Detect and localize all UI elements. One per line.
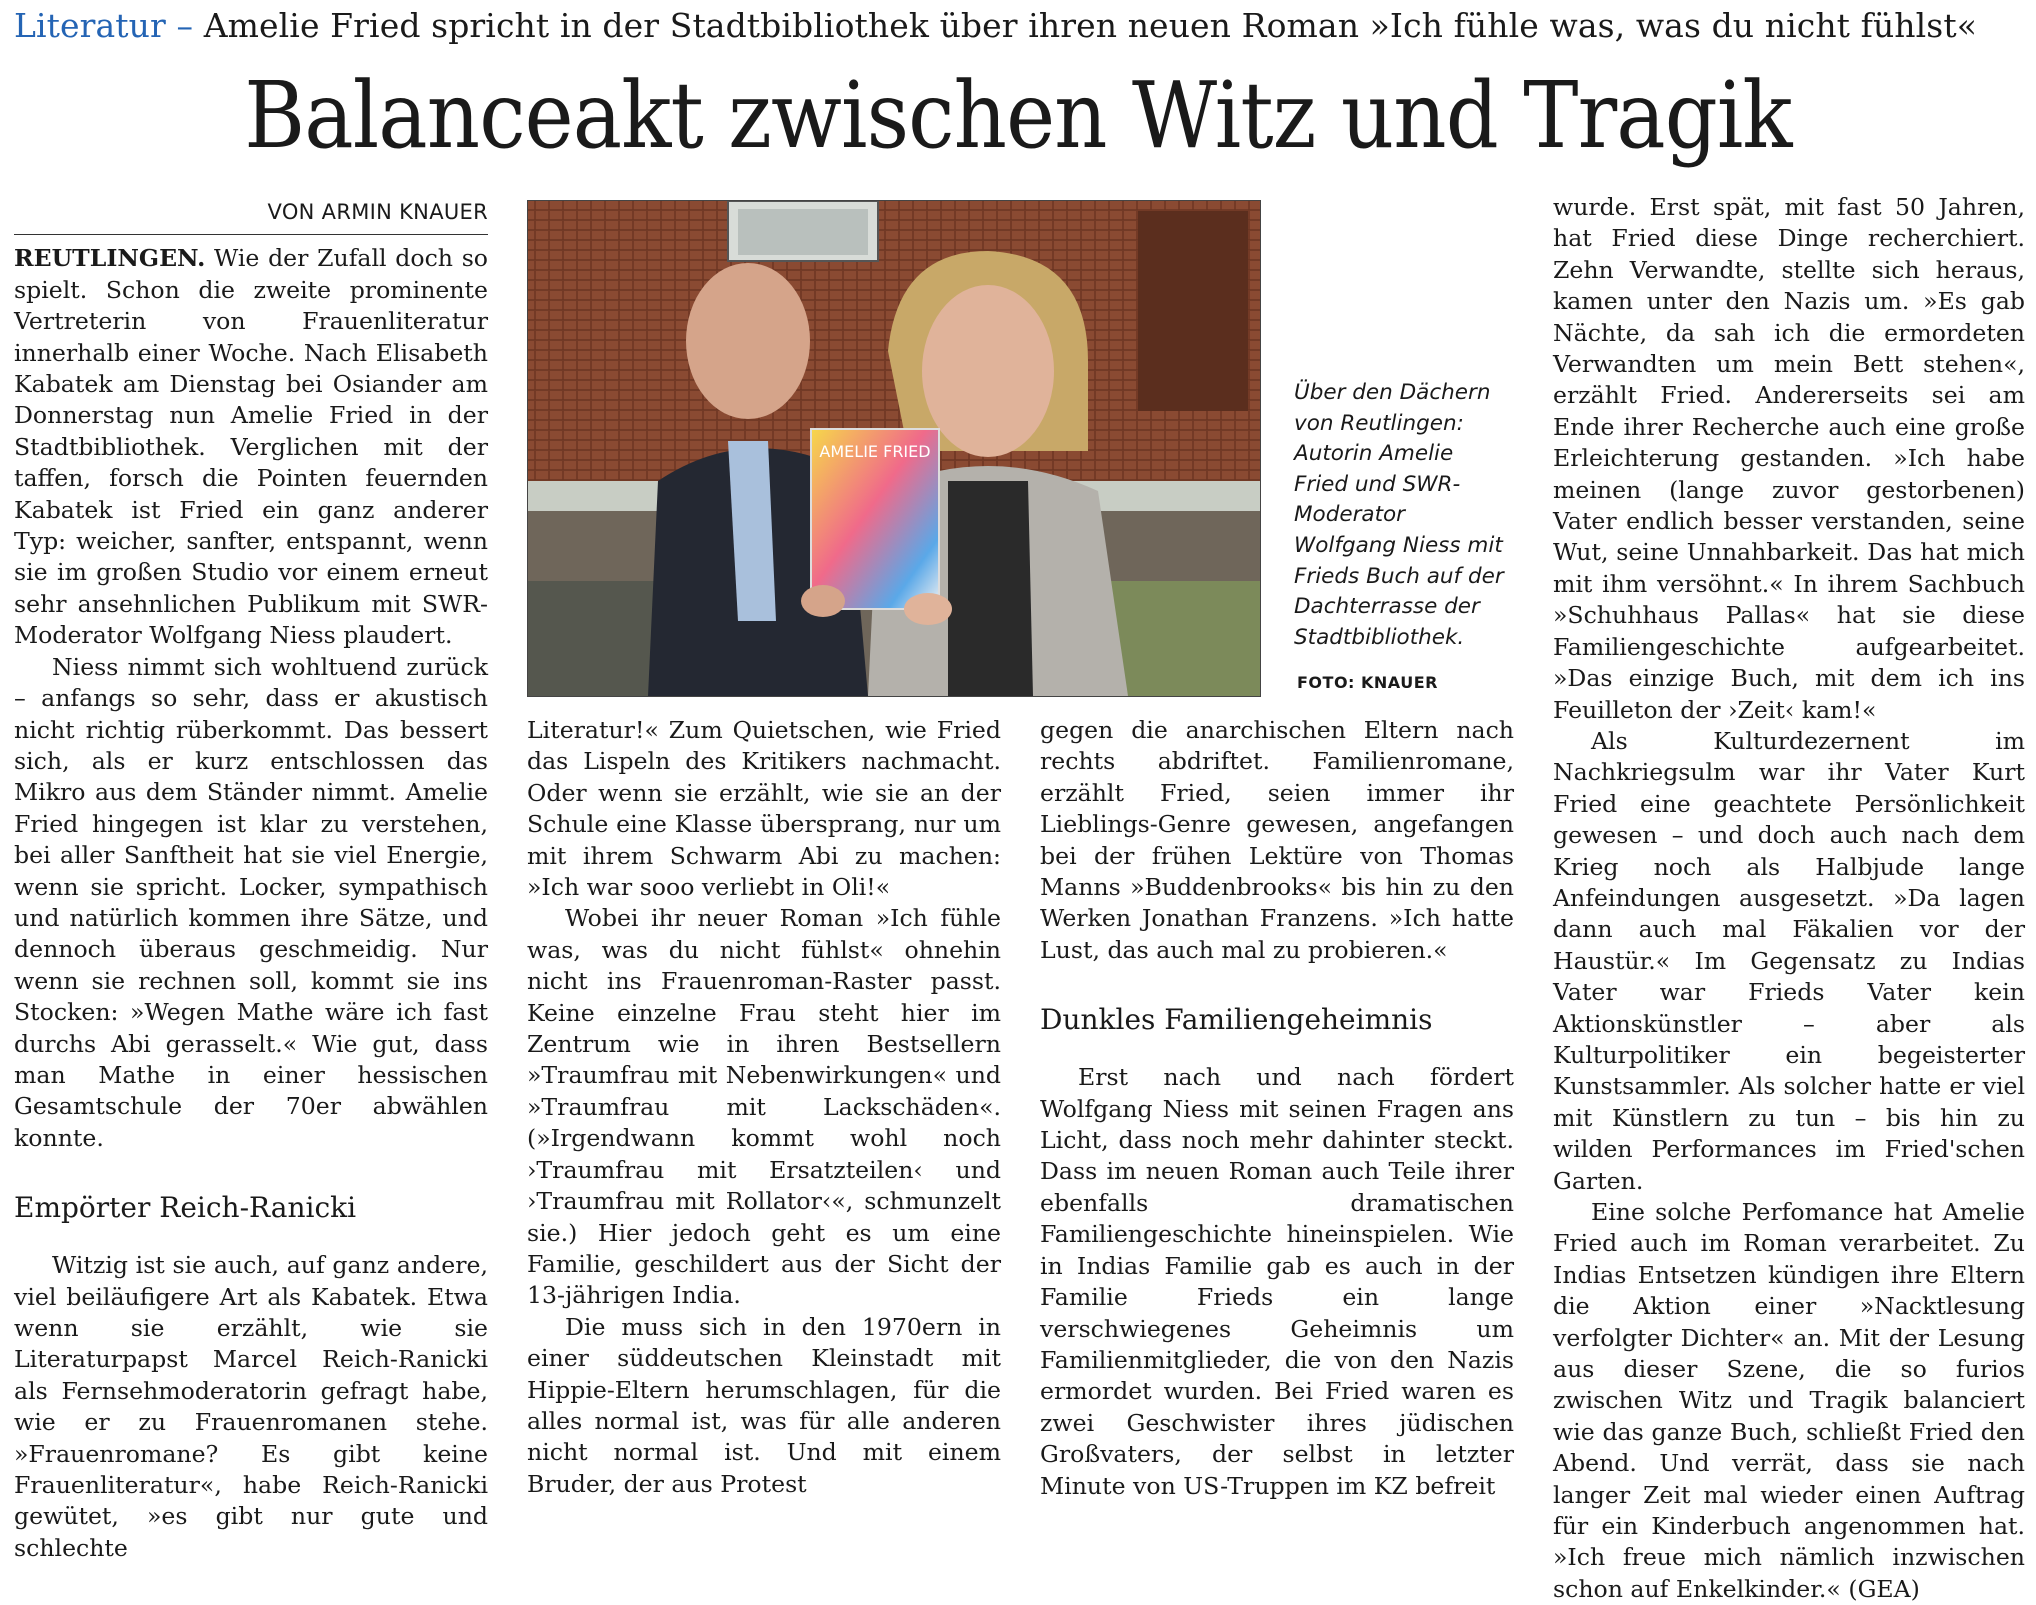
paragraph: Als Kulturdezernent im Nachkriegsulm war ihr Vater Kurt Fried eine geachtete Persönlichkeit gewesen – und doch auch nach dem Krieg noch als Halbjude lange Anfeindungen ausgesetzt. »Da lagen dann auch mal Fäkalien vor der Haustür.« Im Gegensatz zu Indias Vater war Frieds Vater kein Aktionskünstler – aber als Kulturpolitiker ein begeisterter Kunstsammler. Als solcher hatte er viel mit Künstlern zu tun – bis hin zu wilden Performances im Fried'schen Garten. [1553,726,2025,1195]
paragraph: Eine solche Perfomance hat Amelie Fried auch im Roman verarbeitet. Zu Indias Entsetzen kündigen ihre Eltern die Aktion einer »Nacktlesung verfolgter Dichter« an. Mit der Lesung aus dieser Szene, die so furios zwischen Witz und Tragik balanciert wie das ganze Buch, schließt Fried den Abend. Und verrät, dass sie nach langer Zeit mal wieder einen Auftrag für ein Kinderbuch angenommen hat. »Ich freue mich nämlich inzwischen schon auf Enkelkinder.« (GEA) [1553,1198,2025,1603]
byline: VON ARMIN KNAUER [14,197,488,235]
photo-illustration [528,201,1260,696]
paragraph: Erst nach und nach fördert Wolfgang Niess mit seinen Fragen ans Licht, dass noch mehr dahinter steckt. Dass im neuen Roman auch Teile ihrer ebenfalls dramatischen Familiengeschichte hineinspielen. Wie in Indias Familie gab es auch in der Familie Frieds ein lange verschwiegenes Geheimnis um Familienmitglieder, die von den Nazis ermordet wurden. Bei Fried waren es zwei Geschwister ihres jüdischen Großvaters, der selbst in letzter Minute von US-Truppen im KZ befreit [1040,1063,1514,1500]
book-title-text: AMELIE FRIED [819,442,931,461]
photo-credit: FOTO: KNAUER [1297,673,1438,692]
paragraph [14,243,488,651]
article-photo [527,200,1261,697]
paragraph: gegen die anarchischen Eltern nach rechts abdriftet. Familienromane, erzählt Fried, seien immer ihr Lieblings-Genre gewesen, angefangen bei der frühen Lektüre von Thomas Manns »Buddenbrooks« bis hin zu den Werken Jonathan Franzens. »Ich hatte Lust, das auch mal zu probieren.« [1040,716,1514,964]
article-column-2 [527,715,1001,1500]
paragraph: Die muss sich in den 1970ern in einer süddeutschen Kleinstadt mit Hippie-Eltern herumschlagen, für die alles normal ist, was für alle anderen nicht normal ist. Und mit einem Bruder, der aus Protest [527,1312,1001,1498]
paragraph: Wobei ihr neuer Roman »Ich fühle was, was du nicht fühlst« ohnehin nicht ins Frauenroman-Raster passt. Keine einzelne Frau steht hier im Zentrum wie in ihren Bestsellern »Traumfrau mit Nebenwirkungen« und »Traumfrau mit Lackschäden«. (»Irgendwann kommt wohl noch ›Traumfrau mit Ersatzteilen‹ und ›Traumfrau mit Rollator‹«, schmunzelt sie.) Hier jedoch geht es um eine Familie, geschildert aus der Sicht der 13-jährigen India. [527,904,1001,1310]
paragraph: Literatur!« Zum Quietschen, wie Fried das Lispeln des Kritikers nachmacht. Oder wenn sie erzählt, wie sie an der Schule eine Klasse übersprang, nur um mit ihrem Schwarm Abi zu machen: »Ich war sooo verliebt in Oli!« [527,716,1001,902]
paragraph: Witzig ist sie auch, auf ganz andere, viel beiläufigere Art als Kabatek. Etwa wenn sie erzählt, wie sie Literaturpapst Marcel Reich-Ranicki als Fernsehmoderatorin gefragt habe, wie er zu Frauenromanen stehe. »Frauenromane? Es gibt keine Frauenliteratur«, habe Reich-Ranicki gewütet, »es gibt nur gute und schlechte [14,1251,488,1562]
article-column-1 [14,193,488,1564]
section-tag: Literatur [14,6,166,45]
article-column-4 [1553,192,2025,1605]
paragraph: wurde. Erst spät, mit fast 50 Jahren, hat Fried diese Dinge recherchiert. Zehn Verwandte, stellte sich heraus, kamen unter den Nazis um. »Es gab Nächte, da sah ich die ermordeten Verwandten um mein Bett stehen«, erzählt Fried. Andererseits sei am Ende ihrer Recherche auch eine große Erleichterung gestanden. »Ich habe meinen (lange zuvor gestorbenen) Vater endlich besser verstanden, seine Wut, seine Unnahbarkeit. Das hat mich mit ihm versöhnt.« In ihrem Sachbuch »Schuhhaus Pallas« hat sie diese Familiengeschichte aufgearbeitet. »Das einzige Buch, mit dem ich ins Feuilleton der ›Zeit‹ kam!« [1553,193,2025,724]
kicker-dash: – [176,6,194,45]
paragraph-text: Wie der Zufall doch so spielt. Schon die zweite prominente Vertreterin von Frauenliteratur innerhalb einer Woche. Nach Elisabeth Kabatek am Dienstag bei Osiander am Donnerstag nun Amelie Fried in der Stadtbibliothek. Verglichen mit der taffen, forsch die Pointen feuernden Kabatek ist Fried ein ganz anderer Typ: weicher, sanfter, entspannt, wenn sie im großen Studio vor einem erneut sehr ansehnlichen Publikum mit SWR-Moderator Wolfgang Niess plaudert. [14,244,489,650]
headline: Balanceakt zwischen Witz und Tragik [244,62,1792,169]
paragraph: Niess nimmt sich wohltuend zurück – anfangs so sehr, dass er akustisch nicht richtig rüberkommt. Das bessert sich, als er kurz entschlossen das Mikro aus dem Ständer nimmt. Amelie Fried hingegen ist klar zu verstehen, bei aller Sanftheit hat sie viel Energie, wenn sie spricht. Locker, sympathisch und natürlich kommen ihre Sätze, und dennoch überaus geschmeidig. Nur wenn sie rechnen soll, kommt sie ins Stocken: »Wegen Mathe wäre ich fast durchs Abi gerasselt.« Wie gut, dass man Mathe in einer hessischen Gesamtschule der 70er abwählen konnte. [14,652,488,1152]
subheading: Empörter Reich-Ranicki [14,1191,357,1225]
article-column-3 [1040,715,1514,1502]
subheading: Dunkles Familiengeheimnis [1040,1003,1433,1037]
photo-caption: Über den Dächern von Reutlingen: Autorin Amelie Fried und SWR-Moderator Wolfgang Niess mit Frieds Buch auf der Dachterrasse der Stadtbibliothek. [1294,380,1504,650]
kicker-line [14,6,1977,45]
kicker-text: Amelie Fried spricht in der Stadtbibliothek über ihren neuen Roman »Ich fühle was, was du nicht fühlst« [203,6,1977,45]
dateline: REUTLINGEN. [14,244,206,273]
